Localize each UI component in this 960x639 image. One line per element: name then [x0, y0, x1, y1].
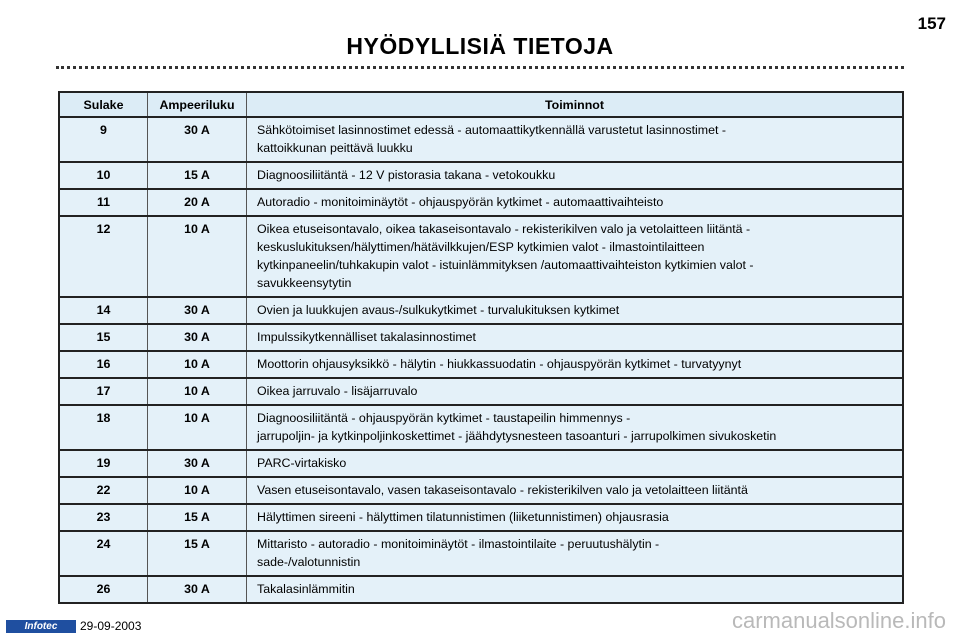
function-line: keskuslukituksen/hälyttimen/hätävilkkujen/ESP kytkimien valot - ilmastointilaitteen — [257, 240, 705, 254]
function-line: Diagnoosiliitäntä - 12 V pistorasia takana - vetokoukku — [257, 168, 556, 182]
table-row — [59, 216, 903, 297]
function-line: savukkeensytytin — [257, 276, 352, 290]
fuse-functions — [247, 189, 904, 216]
fuse-number: 9 — [59, 117, 148, 162]
table-body — [59, 117, 903, 603]
fuse-number: 26 — [59, 576, 148, 603]
table-row — [59, 405, 903, 450]
watermark: carmanualsonline.info — [731, 608, 946, 633]
function-line: sade-/valotunnistin — [257, 555, 361, 569]
fuse-number: 11 — [59, 189, 148, 216]
footer-date: 29-09-2003 — [80, 619, 142, 633]
fuse-functions — [247, 576, 904, 603]
function-line: Sähkötoimiset lasinnostimet edessä - automaattikytkennällä varustetut lasinnostimet - — [257, 123, 727, 137]
table-row — [59, 117, 903, 162]
fuse-amperage: 15 A — [148, 504, 247, 531]
table-header-row — [59, 92, 903, 117]
fuse-number: 22 — [59, 477, 148, 504]
function-line: Vasen etuseisontavalo, vasen takaseisontavalo - rekisterikilven valo ja vetolaitteen liitäntä — [257, 483, 748, 497]
fuse-functions — [247, 324, 904, 351]
table-row — [59, 351, 903, 378]
fuse-number: 19 — [59, 450, 148, 477]
fuse-functions — [247, 162, 904, 189]
header-functions: Toiminnot — [247, 92, 904, 117]
fuse-functions — [247, 297, 904, 324]
table-row — [59, 324, 903, 351]
fuse-functions — [247, 351, 904, 378]
table-row — [59, 504, 903, 531]
fuse-number: 18 — [59, 405, 148, 450]
function-line: Hälyttimen sireeni - hälyttimen tilatunnistimen (liiketunnistimen) ohjausrasia — [257, 510, 669, 524]
table-row — [59, 162, 903, 189]
fuse-number: 16 — [59, 351, 148, 378]
function-line: Moottorin ohjausyksikkö - hälytin - hiukkassuodatin - ohjauspyörän kytkimet - turvatyynyt — [257, 357, 742, 371]
function-line: jarrupoljin- ja kytkinpoljinkoskettimet - jäähdytysnesteen tasoanturi - jarrupolkimen sivukosketin — [257, 429, 777, 443]
fuse-amperage: 30 A — [148, 450, 247, 477]
fuse-amperage: 30 A — [148, 297, 247, 324]
page-number: 157 — [917, 14, 946, 33]
function-line: kattoikkunan peittävä luukku — [257, 141, 413, 155]
function-line: Diagnoosiliitäntä - ohjauspyörän kytkimet - taustapeilin himmennys - — [257, 411, 631, 425]
function-line: PARC-virtakisko — [257, 456, 347, 470]
fuse-number: 14 — [59, 297, 148, 324]
fuse-amperage: 10 A — [148, 216, 247, 297]
fuse-amperage: 15 A — [148, 162, 247, 189]
fuse-amperage: 30 A — [148, 117, 247, 162]
dotted-divider — [56, 66, 904, 69]
fuse-number: 24 — [59, 531, 148, 576]
fuse-amperage: 30 A — [148, 324, 247, 351]
fuse-amperage: 10 A — [148, 405, 247, 450]
fuse-functions — [247, 378, 904, 405]
function-line: Ovien ja luukkujen avaus-/sulkukytkimet - turvalukituksen kytkimet — [257, 303, 620, 317]
fuse-amperage: 10 A — [148, 477, 247, 504]
function-line: Takalasinlämmitin — [257, 582, 355, 596]
fuse-number: 15 — [59, 324, 148, 351]
table-row — [59, 576, 903, 603]
fuse-functions — [247, 477, 904, 504]
fuse-amperage: 30 A — [148, 576, 247, 603]
header-amperage: Ampeeriluku — [148, 92, 247, 117]
table-row — [59, 189, 903, 216]
fuse-amperage: 20 A — [148, 189, 247, 216]
function-line: Impulssikytkennälliset takalasinnostimet — [257, 330, 476, 344]
fuse-functions — [247, 450, 904, 477]
fuse-number: 12 — [59, 216, 148, 297]
function-line: Oikea jarruvalo - lisäjarruvalo — [257, 384, 418, 398]
table-row — [59, 297, 903, 324]
fuse-number: 17 — [59, 378, 148, 405]
fuse-amperage: 10 A — [148, 378, 247, 405]
fuse-functions — [247, 216, 904, 297]
fuse-functions — [247, 504, 904, 531]
function-line: Autoradio - monitoiminäytöt - ohjauspyörän kytkimet - automaattivaihteisto — [257, 195, 664, 209]
infotec-logo: Infotec — [6, 620, 76, 633]
fuse-functions — [247, 405, 904, 450]
function-line: kytkinpaneelin/tuhkakupin valot - istuinlämmityksen /automaattivaihteiston kytkimien valot - — [257, 258, 754, 272]
fuse-amperage: 10 A — [148, 351, 247, 378]
function-line: Oikea etuseisontavalo, oikea takaseisontavalo - rekisterikilven valo ja vetolaitteen liitäntä - — [257, 222, 751, 236]
table-row — [59, 477, 903, 504]
fuse-functions — [247, 117, 904, 162]
table-row — [59, 378, 903, 405]
header-fuse: Sulake — [59, 92, 148, 117]
table-row — [59, 531, 903, 576]
fuse-amperage: 15 A — [148, 531, 247, 576]
page-title: HYÖDYLLISIÄ TIETOJA — [346, 33, 614, 59]
fuse-table — [58, 91, 904, 604]
function-line: Mittaristo - autoradio - monitoiminäytöt - ilmastointilaite - peruutushälytin - — [257, 537, 660, 551]
fuse-functions — [247, 531, 904, 576]
table-row — [59, 450, 903, 477]
fuse-number: 23 — [59, 504, 148, 531]
fuse-number: 10 — [59, 162, 148, 189]
